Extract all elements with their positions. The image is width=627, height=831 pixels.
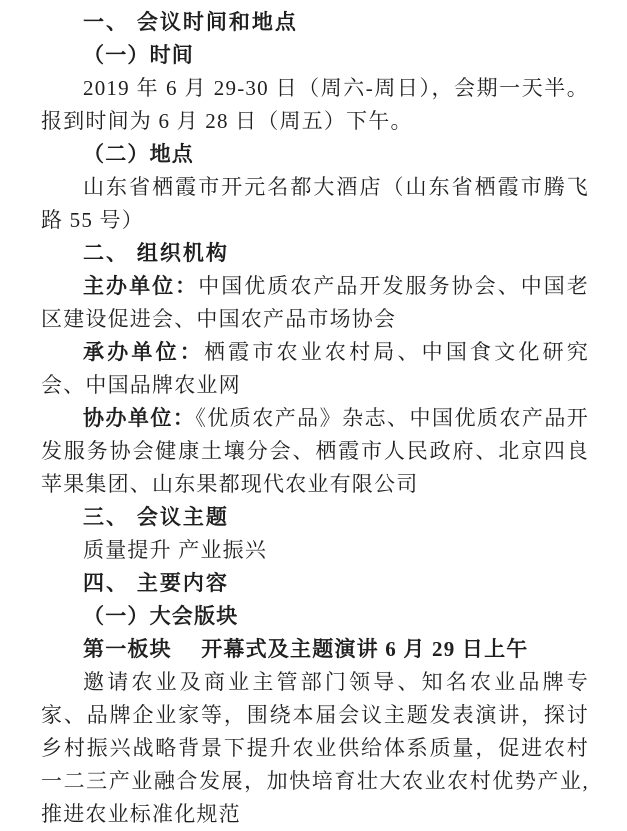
section-1-heading: 一、 会议时间和地点 — [83, 11, 298, 34]
organizer-paragraph — [41, 336, 589, 402]
section-4-heading: 四、 主要内容 — [83, 572, 229, 595]
time-paragraph: 2019 年 6 月 29-30 日（周六-周日），会期一天半。报到时间为 6 月 28 日（周五）下午。 — [41, 76, 589, 133]
block1-label: 第一板块 — [83, 637, 172, 661]
theme-paragraph: 质量提升 产业振兴 — [83, 538, 268, 562]
block1-title-line — [41, 633, 589, 666]
host-label: 主办单位： — [83, 274, 199, 298]
venue-paragraph: 山东省栖霞市开元名都大酒店（山东省栖霞市腾飞路 55 号） — [41, 175, 589, 232]
organizer-value: 栖霞市农业农村局、中国食文化研究会、中国品牌农业网 — [41, 340, 589, 397]
section-4-subheading-plenary: （一）大会版块 — [83, 604, 239, 628]
block1-title: 开幕式及主题演讲 6 月 29 日上午 — [201, 637, 529, 661]
section-3-heading: 三、 会议主题 — [83, 506, 229, 529]
organizer-label: 承办单位： — [83, 340, 204, 364]
host-paragraph — [41, 270, 589, 336]
section-1-subheading-time: （一）时间 — [83, 43, 194, 67]
section-2-heading: 二、 组织机构 — [83, 242, 229, 265]
host-value: 中国优质农产品开发服务协会、中国老区建设促进会、中国农产品市场协会 — [41, 274, 590, 331]
coorganizer-value: 《优质农产品》杂志、中国优质农产品开发服务协会健康土壤分会、栖霞市人民政府、北京四良苹果集团、山东果都现代农业有限公司 — [41, 406, 589, 496]
coorganizer-paragraph — [41, 402, 589, 501]
block1-description: 邀请农业及商业主管部门领导、知名农业品牌专家、品牌企业家等，围绕本届会议主题发表演讲，探讨乡村振兴战略背景下提升农业供给体系质量，促进农村一二三产业融合发展，加快培育壮大农业农村优势产业,推进农业标准化规范 — [41, 670, 589, 826]
section-1-subheading-location: （二）地点 — [83, 142, 194, 166]
coorganizer-label: 协办单位： — [83, 406, 196, 430]
